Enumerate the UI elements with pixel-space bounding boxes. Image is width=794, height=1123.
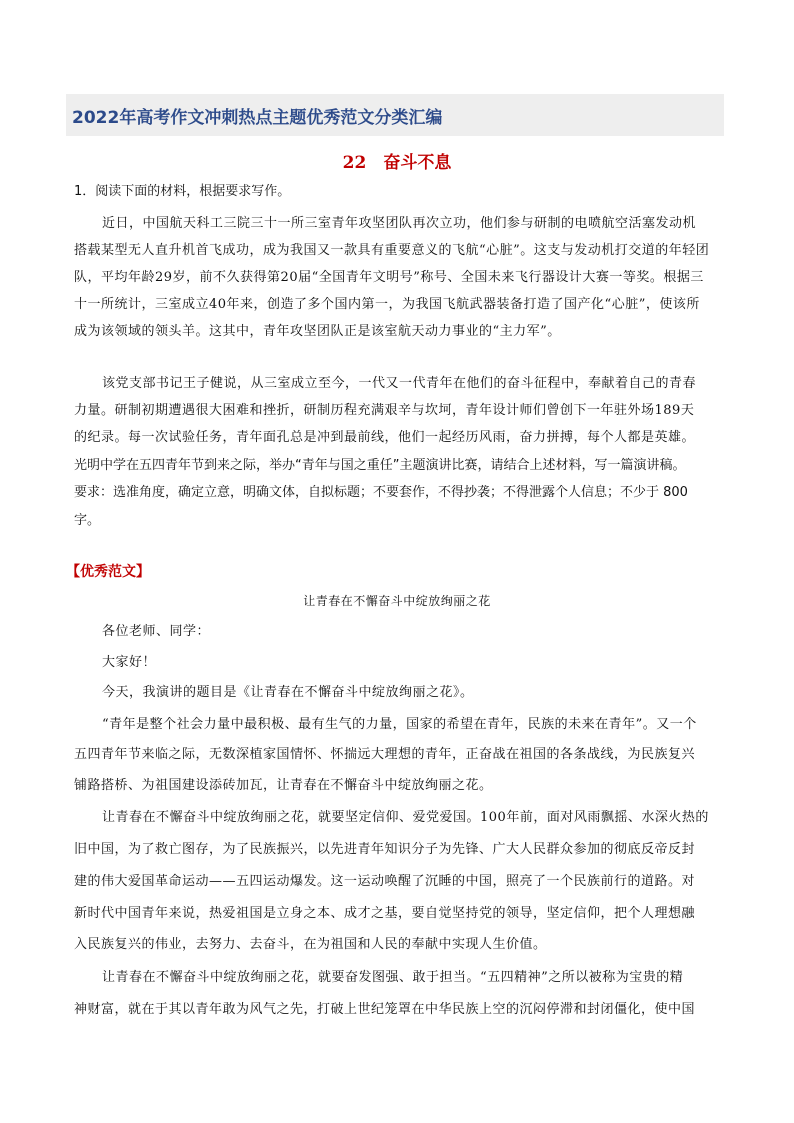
essay-line: 入民族复兴的伟业，去努力、去奋斗，在为祖国和人民的奉献中实现人生价值。: [74, 937, 547, 952]
material-line: 的纪录。每一次试验任务，青年面孔总是冲到最前线，他们一起经历风雨，奋力拼搏，每个人都是英雄。: [74, 430, 696, 445]
question-prompt: 1．阅读下面的材料，根据要求写作。: [74, 184, 291, 199]
essay-greeting: 各位老师、同学：: [102, 624, 211, 639]
essay-line: 神财富，就在于其以青年敢为风气之先，打破上世纪笼罩在中华民族上空的沉闷停滞和封闭僵化，使中国: [74, 1002, 696, 1017]
material-line: 成为该领域的领头羊。这其中，青年攻坚团队正是该室航天动力事业的“主力军”。: [74, 324, 561, 339]
essay-hello: 大家好！: [102, 655, 157, 670]
essay-line: 旧中国，为了救亡图存，为了民族振兴，以先进青年知识分子为先锋、广大人民群众参加的彻底反帝反封: [74, 842, 696, 857]
task-line: 要求：选准角度，确定立意，明确文体，自拟标题；不要套作，不得抄袭；不得泄露个人信息；不少于 800: [74, 485, 688, 500]
material-line: 该党支部书记王子健说，从三室成立至今，一代又一代青年在他们的奋斗征程中，奉献着自己的青春: [102, 376, 697, 391]
essay-line: 新时代中国青年来说，热爱祖国是立身之本、成才之基，要自觉坚持党的领导，坚定信仰，把个人理想融: [74, 906, 696, 921]
section-title: 22 奋斗不息: [342, 153, 452, 173]
material-line: 力量。研制初期遭遇很大困难和挫折，研制历程充满艰辛与坎坷，青年设计师们曾创下一年驻外场189天: [74, 403, 695, 418]
essay-line: 让青春在不懈奋斗中绽放绚丽之花，就要坚定信仰、爱党爱国。100年前，面对风雨飘摇、水深火热的: [102, 810, 709, 825]
essay-line: 五四青年节来临之际，无数深植家国情怀、怀揣远大理想的青年，正奋战在祖国的各条战线，为民族复兴: [74, 747, 696, 762]
essay-intro: 今天，我演讲的题目是《让青春在不懈奋斗中绽放绚丽之花》。: [102, 685, 474, 700]
material-line: 十一所统计，三室成立40年来，创造了多个国内第一，为我国飞航武器装备打造了国产化“心脏”，使该所: [74, 297, 700, 312]
material-line: 队，平均年龄29岁，前不久获得第20届“全国青年文明号”称号、全国未来飞行器设计大赛一等奖。根据三: [74, 270, 704, 285]
essay-line: “青年是整个社会力量中最积极、最有生气的力量，国家的希望在青年，民族的未来在青年”。又一个: [102, 717, 697, 732]
collection-title: 2022年高考作文冲刺热点主题优秀范文分类汇编: [72, 108, 443, 128]
essay-line: 让青春在不懈奋斗中绽放绚丽之花，就要奋发图强、敢于担当。“五四精神”之所以被称为宝贵的精: [102, 970, 684, 985]
essay-line: 铺路搭桥、为祖国建设添砖加瓦，让青春在不懈奋斗中绽放绚丽之花。: [74, 778, 493, 793]
model-essay-label: 【优秀范文】: [66, 564, 150, 580]
task-line: 字。: [74, 513, 101, 528]
material-line: 搭载某型无人直升机首飞成功，成为我国又一款具有重要意义的飞航“心脏”。这支与发动机打交道的年轻团: [74, 243, 710, 258]
task-line: 光明中学在五四青年节到来之际，举办“青年与国之重任”主题演讲比赛，请结合上述材料，写一篇演讲稿。: [74, 458, 686, 473]
material-line: 近日，中国航天科工三院三十一所三室青年攻坚团队再次立功，他们参与研制的电喷航空活塞发动机: [102, 216, 697, 231]
essay-line: 建的伟大爱国革命运动——五四运动爆发。这一运动唤醒了沉睡的中国，照亮了一个民族前行的道路。对: [74, 874, 696, 889]
essay-title: 让青春在不懈奋斗中绽放绚丽之花: [303, 594, 491, 608]
